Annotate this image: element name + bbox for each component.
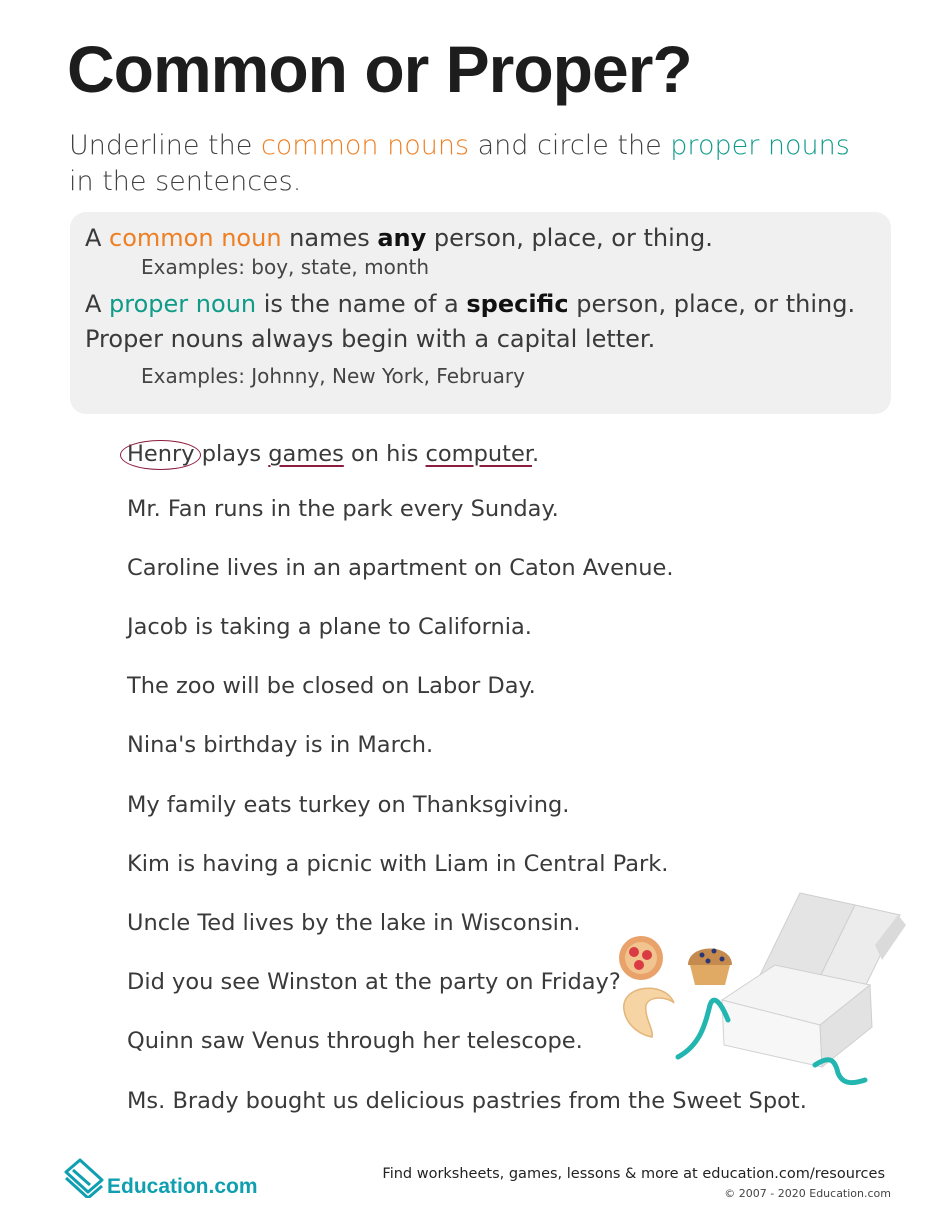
def-text: person, place, or thing.: [568, 290, 856, 318]
danish-pastry-icon: [619, 936, 663, 980]
sentence-4[interactable]: The zoo will be closed on Labor Day.: [127, 673, 536, 699]
emphasis-any: any: [377, 224, 427, 252]
croissant-icon: [624, 988, 674, 1037]
sentence-11[interactable]: Ms. Brady bought us delicious pastries from the Sweet Spot.: [127, 1088, 807, 1114]
education-brand[interactable]: Education.com: [107, 1175, 258, 1198]
circled-proper-noun: Henry: [127, 441, 195, 467]
pastry-box-illustration: [610, 885, 910, 1095]
sentence-2[interactable]: Caroline lives in an apartment on Caton Avenue.: [127, 555, 674, 581]
proper-noun-term: proper noun: [109, 290, 257, 318]
sentence-10[interactable]: Quinn saw Venus through her telescope.: [127, 1028, 583, 1054]
underlined-common-noun: games: [268, 441, 344, 467]
sentence-1[interactable]: Mr. Fan runs in the park every Sunday.: [127, 496, 559, 522]
sentence-text: on his: [343, 441, 426, 467]
def-text: A: [85, 290, 110, 318]
proper-noun-definition: [85, 290, 855, 318]
emphasis-specific: specific: [466, 290, 569, 318]
instr-text-2: and circle the: [469, 130, 671, 161]
sentence-7[interactable]: Kim is having a picnic with Liam in Central Park.: [127, 851, 669, 877]
common-noun-definition: [85, 224, 713, 252]
footer-copyright: © 2007 - 2020 Education.com: [724, 1187, 891, 1200]
sentence-3[interactable]: Jacob is taking a plane to California.: [127, 614, 532, 640]
common-noun-examples: Examples: boy, state, month: [141, 255, 430, 279]
sentence-text: .: [532, 441, 540, 467]
sentence-5[interactable]: Nina's birthday is in March.: [127, 732, 434, 758]
proper-noun-capital-rule: Proper nouns always begin with a capital letter.: [85, 325, 656, 353]
instr-text-3: in the sentences.: [69, 166, 302, 197]
worksheet-title: Common or Proper?: [67, 32, 692, 106]
example-sentence: [127, 439, 539, 469]
definition-box: [70, 212, 891, 414]
sentence-9[interactable]: Did you see Winston at the party on Friday?: [127, 969, 621, 995]
instr-common-nouns: common nouns: [260, 130, 470, 161]
muffin-icon: [688, 949, 732, 986]
def-text: names: [281, 224, 378, 252]
def-text: person, place, or thing.: [426, 224, 713, 252]
common-noun-term: common noun: [109, 224, 282, 252]
instructions: [69, 128, 869, 200]
proper-noun-examples: Examples: Johnny, New York, February: [141, 364, 525, 388]
def-text: A: [85, 224, 110, 252]
education-logo-icon: [62, 1158, 106, 1198]
instr-proper-nouns: proper nouns: [670, 130, 850, 161]
footer-tagline: Find worksheets, games, lessons & more at education.com/resources: [382, 1166, 885, 1182]
sentence-8[interactable]: Uncle Ted lives by the lake in Wisconsin.: [127, 910, 581, 936]
def-text: is the name of a: [256, 290, 467, 318]
sentence-text: plays: [194, 441, 269, 467]
sentence-6[interactable]: My family eats turkey on Thanksgiving.: [127, 792, 570, 818]
instr-text-1: Underline the: [69, 130, 261, 161]
underlined-common-noun: computer: [425, 441, 532, 467]
